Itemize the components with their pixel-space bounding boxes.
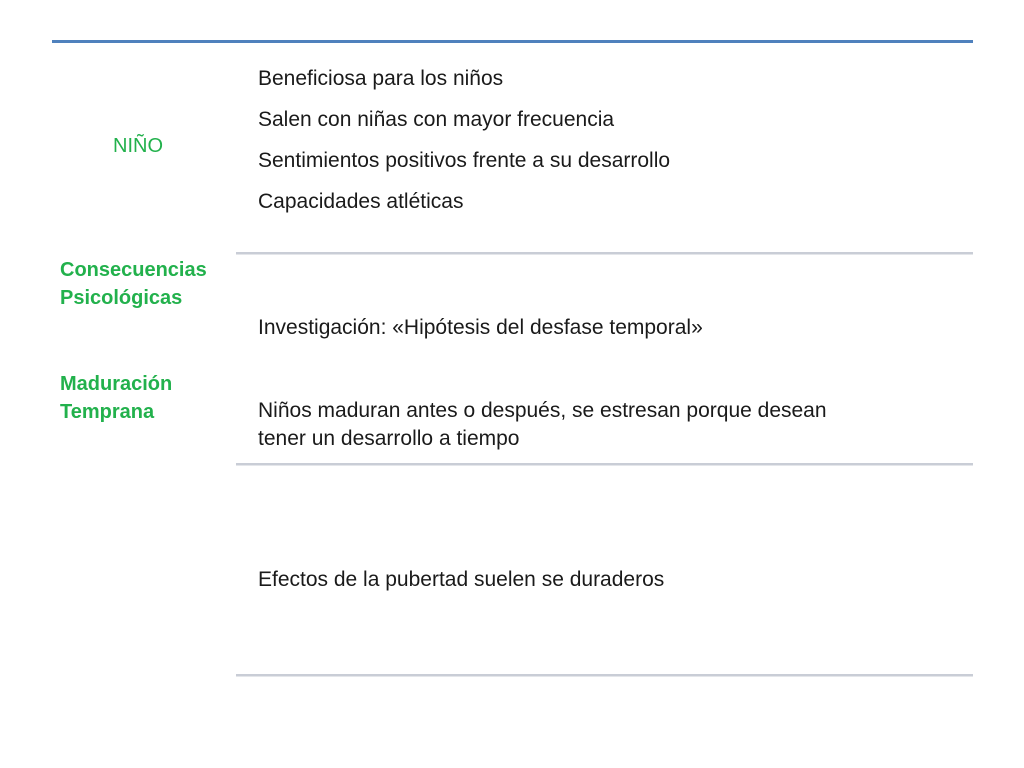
- list-item: Salen con niñas con mayor frecuencia: [258, 108, 615, 131]
- investigacion-text: Investigación: «Hipótesis del desfase temporal»: [258, 316, 703, 339]
- row-divider: [236, 674, 973, 677]
- row-divider: [236, 463, 973, 466]
- nino-heading: NIÑO: [113, 135, 163, 157]
- list-item: Sentimientos positivos frente a su desarrollo: [258, 149, 671, 172]
- ninos-line-2: tener un desarrollo a tiempo: [258, 427, 520, 450]
- maduracion-line-2: Temprana: [60, 401, 155, 423]
- benefits-list: [258, 58, 670, 222]
- maduracion-line-1: Maduración: [60, 373, 173, 395]
- list-item: Beneficiosa para los niños: [258, 67, 504, 90]
- row-divider: [236, 252, 973, 255]
- maduracion-temprana-heading: [60, 370, 240, 426]
- consecuencias-psicologicas-heading: [60, 256, 240, 312]
- consecuencias-line-1: Consecuencias: [60, 259, 207, 281]
- efectos-text: Efectos de la pubertad suelen se duraderos: [258, 568, 665, 591]
- table-top-border: [52, 40, 973, 43]
- consecuencias-line-2: Psicológicas: [60, 287, 183, 309]
- ninos-line-1: Niños maduran antes o después, se estresan porque desean: [258, 399, 827, 422]
- list-item: Capacidades atléticas: [258, 190, 464, 213]
- ninos-maduran-text: [258, 397, 948, 453]
